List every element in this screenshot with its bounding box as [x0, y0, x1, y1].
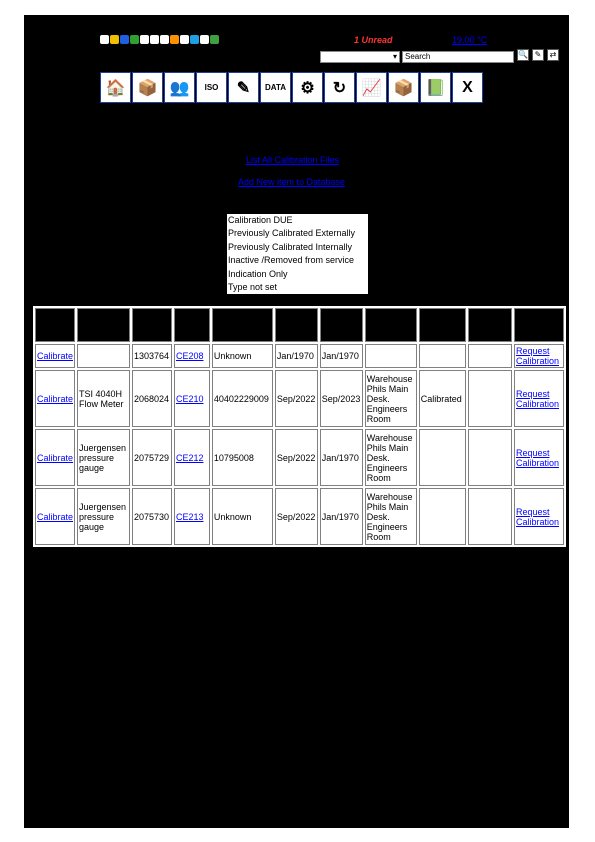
notes-cell	[468, 488, 512, 545]
mini-shortcut-icon[interactable]	[130, 35, 139, 44]
chart-icon[interactable]: 📈	[356, 72, 387, 103]
table-cell	[35, 488, 75, 545]
column-header	[132, 308, 172, 342]
notes-cell	[468, 344, 512, 368]
status-cell	[419, 429, 466, 486]
gears-icon[interactable]: ⚙	[292, 72, 323, 103]
table-row	[35, 429, 564, 486]
page-frame	[24, 15, 569, 828]
mini-shortcut-icon[interactable]	[190, 35, 199, 44]
legend-item: Inactive /Removed from service	[228, 255, 355, 266]
last-calibrated-cell: Sep/2022	[275, 488, 318, 545]
serial-number-cell: 10795008	[212, 429, 273, 486]
mini-shortcut-icon[interactable]	[180, 35, 189, 44]
column-header	[419, 308, 466, 342]
temperature-link[interactable]: 19.00 °C	[452, 35, 488, 45]
table-cell	[514, 488, 564, 545]
table-cell	[35, 429, 75, 486]
asset-number-cell: 2075730	[132, 488, 172, 545]
next-due-cell: Sep/2023	[320, 370, 363, 427]
mini-shortcut-icon[interactable]	[120, 35, 129, 44]
mini-shortcut-icon[interactable]	[210, 35, 219, 44]
column-header	[275, 308, 318, 342]
status-cell: Calibrated	[419, 370, 466, 427]
notes-cell	[468, 429, 512, 486]
offers-data-icon[interactable]: DATA	[260, 72, 291, 103]
list-all-calibration-files-link[interactable]: List All Calibration Files	[246, 155, 340, 165]
description-cell: TSI 4040H Flow Meter	[77, 370, 130, 427]
status-cell	[419, 344, 466, 368]
table-cell	[174, 344, 210, 368]
swap-icon[interactable]: ⇄	[547, 49, 559, 61]
table-body	[35, 344, 564, 545]
column-header	[35, 308, 75, 342]
column-header	[365, 308, 417, 342]
column-header	[77, 308, 130, 342]
serial-number-cell: Unknown	[212, 488, 273, 545]
table-cell	[174, 370, 210, 427]
users-icon[interactable]: 👥	[164, 72, 195, 103]
refresh-icon[interactable]: ↻	[324, 72, 355, 103]
asset-number-cell: 2068024	[132, 370, 172, 427]
column-header	[514, 308, 564, 342]
calibration-table-container	[33, 306, 566, 547]
book-icon[interactable]: 📗	[420, 72, 451, 103]
column-header	[174, 308, 210, 342]
add-new-item-link[interactable]: Add New item to Database	[238, 177, 346, 187]
last-calibrated-cell: Sep/2022	[275, 370, 318, 427]
mini-shortcut-icon[interactable]	[200, 35, 209, 44]
calibration-table	[33, 306, 566, 547]
mini-shortcut-icon[interactable]	[110, 35, 119, 44]
calibrate-link[interactable]: Calibrate	[37, 351, 74, 362]
last-calibrated-cell: Jan/1970	[275, 344, 318, 368]
serial-number-cell: 40402229009	[212, 370, 273, 427]
table-row	[35, 370, 564, 427]
search-icon[interactable]: 🔍	[518, 50, 528, 59]
mini-shortcut-icon[interactable]	[140, 35, 149, 44]
request-calibration-link[interactable]: Request Calibration	[515, 388, 559, 409]
ce-code-link[interactable]: CE210	[175, 393, 204, 404]
mini-shortcut-icon[interactable]	[150, 35, 159, 44]
description-cell: Juergensen pressure gauge	[77, 488, 130, 545]
calibrate-link[interactable]: Calibrate	[37, 511, 74, 522]
legend-item: Previously Calibrated Externally	[228, 228, 356, 239]
edit-icon[interactable]: ✎	[532, 49, 544, 61]
column-header	[320, 308, 363, 342]
asset-number-cell: 1303764	[132, 344, 172, 368]
column-header	[212, 308, 273, 342]
table-row	[35, 344, 564, 368]
mini-shortcut-icon[interactable]	[100, 35, 109, 44]
category-select[interactable]	[320, 51, 400, 63]
ce-code-link[interactable]: CE212	[175, 452, 204, 463]
ce-code-link[interactable]: CE213	[175, 511, 204, 522]
table-cell	[174, 429, 210, 486]
asset-number-cell: 2075729	[132, 429, 172, 486]
mini-shortcut-icon[interactable]	[160, 35, 169, 44]
table-cell	[35, 344, 75, 368]
legend-item: Previously Calibrated Internally	[228, 241, 353, 252]
mini-icon-bar	[100, 35, 219, 44]
description-cell	[77, 344, 130, 368]
search-input[interactable]: Search	[402, 51, 514, 63]
next-due-cell: Jan/1970	[320, 344, 363, 368]
ce-code-link[interactable]: CE208	[175, 351, 204, 362]
location-cell	[365, 344, 417, 368]
iso-icon[interactable]: ISO	[196, 72, 227, 103]
table-row	[35, 488, 564, 545]
request-calibration-link[interactable]: Request Calibration	[515, 447, 559, 468]
unread-messages-link[interactable]: 1 Unread	[354, 35, 393, 45]
status-legend	[227, 214, 368, 294]
location-cell: Warehouse Phils Main Desk. Engineers Room	[365, 370, 417, 427]
request-calibration-link[interactable]: Request Calibration	[515, 506, 559, 527]
notes-cell	[468, 370, 512, 427]
home-icon[interactable]: 🏠	[100, 72, 131, 103]
box-icon[interactable]: 📦	[388, 72, 419, 103]
table-cell	[514, 344, 564, 368]
calibrate-link[interactable]: Calibrate	[37, 393, 74, 404]
table-cell	[174, 488, 210, 545]
last-calibrated-cell: Sep/2022	[275, 429, 318, 486]
legend-item: Calibration DUE	[228, 215, 293, 225]
calibrate-link[interactable]: Calibrate	[37, 452, 74, 463]
location-cell: Warehouse Phils Main Desk. Engineers Room	[365, 488, 417, 545]
location-cell: Warehouse Phils Main Desk. Engineers Room	[365, 429, 417, 486]
next-due-cell: Jan/1970	[320, 488, 363, 545]
status-cell	[419, 488, 466, 545]
table-header-row	[35, 308, 564, 342]
close-icon[interactable]: X	[452, 72, 483, 103]
table-cell	[514, 429, 564, 486]
legend-item: Indication Only	[228, 268, 288, 279]
mini-shortcut-icon[interactable]	[170, 35, 179, 44]
serial-number-cell: Unknown	[212, 344, 273, 368]
main-toolbar	[100, 72, 483, 103]
description-cell: Juergensen pressure gauge	[77, 429, 130, 486]
column-header	[468, 308, 512, 342]
next-due-cell: Jan/1970	[320, 429, 363, 486]
request-calibration-link[interactable]: Request Calibration	[515, 346, 559, 367]
table-cell	[514, 370, 564, 427]
legend-item: Type not set	[228, 282, 278, 293]
table-cell	[35, 370, 75, 427]
archive-icon[interactable]: 📦	[132, 72, 163, 103]
pen-icon[interactable]: ✎	[228, 72, 259, 103]
